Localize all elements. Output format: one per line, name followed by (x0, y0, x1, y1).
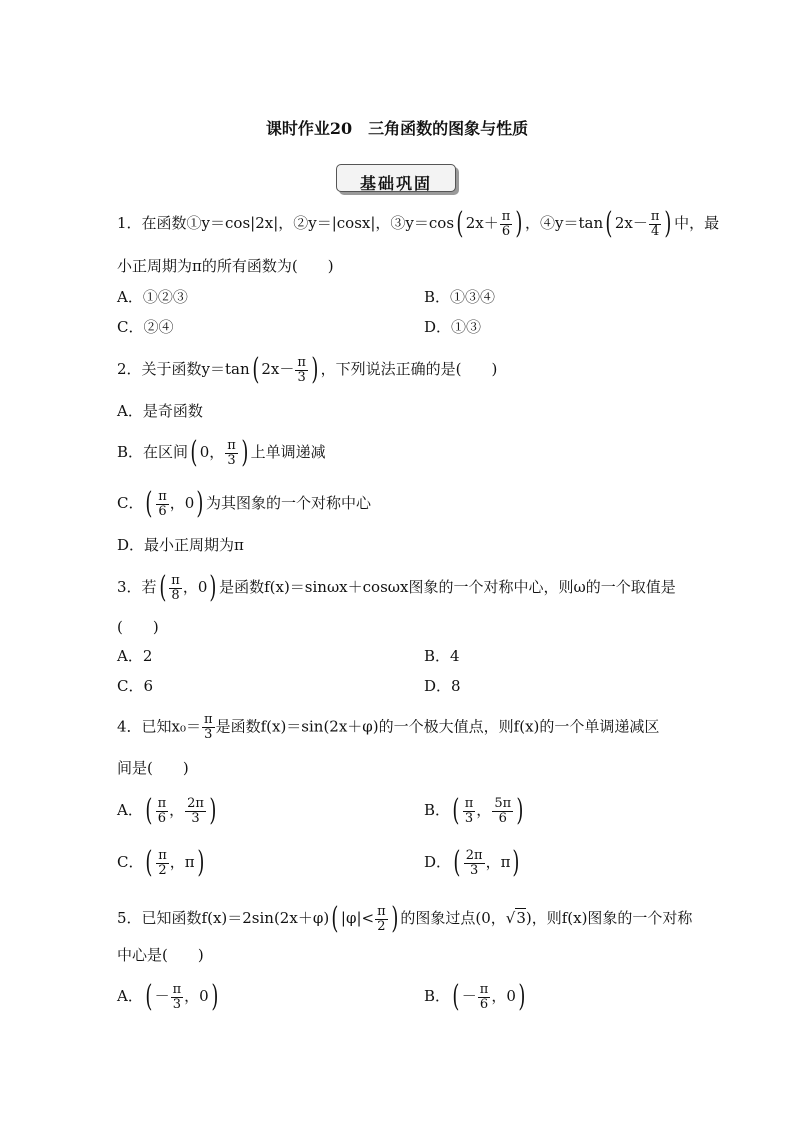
paren: ( (452, 793, 460, 828)
q4-option-c (117, 845, 206, 880)
section-badge-label: 基础巩固 (359, 174, 432, 193)
q4-stem-post: 是函数f(x)＝sin(2x＋φ)的一个极大值点，则f(x)的一个单调递减区 (215, 717, 660, 736)
denominator: 3 (202, 727, 215, 742)
fraction (169, 574, 182, 603)
paren: ) (211, 979, 219, 1014)
q3-stem-post: 是函数f(x)＝sinωx＋cosωx图象的一个对称中心，则ω的一个取值是 (219, 578, 676, 596)
denominator: 6 (478, 997, 491, 1012)
fraction (185, 797, 206, 826)
q1-option-d: D．①③ (424, 318, 482, 336)
option-prefix: D． (424, 853, 452, 871)
separator: ， (476, 801, 492, 819)
q5-option-a (117, 979, 220, 1014)
numerator: π (479, 981, 489, 997)
fraction (202, 713, 215, 742)
q1-stem-line2: 小正周期为π的所有函数为( ) (117, 257, 334, 275)
paren: ( (145, 845, 153, 880)
denominator: 6 (156, 811, 169, 826)
page-title: 课时作业20 三角函数的图象与性质 (265, 119, 529, 138)
section-badge (336, 164, 456, 192)
numerator: π (158, 847, 167, 863)
denominator: 3 (225, 453, 238, 468)
q5-stem-line2: 中心是( ) (117, 946, 204, 964)
q2-ob-post: 上单调递减 (250, 443, 326, 461)
paren: ( (145, 486, 153, 521)
option-tail: ，π (169, 853, 195, 871)
q3-option-b: B．4 (424, 647, 460, 665)
q1-option-a: A．①②③ (117, 288, 188, 306)
fraction (463, 797, 476, 826)
q5-stem-mid: 的图象过点(0， (400, 909, 506, 927)
denominator: 8 (169, 588, 182, 603)
denominator: 3 (464, 863, 485, 878)
paren: ) (209, 570, 217, 605)
paren: ( (158, 570, 166, 605)
fraction (156, 490, 169, 519)
numerator: π (297, 354, 306, 370)
fraction (500, 210, 513, 239)
q2-stem-a: 2．关于函数y＝tan (117, 360, 250, 378)
denominator: 3 (295, 370, 308, 385)
option-tail: ，0 (491, 987, 516, 1005)
denominator: 3 (171, 997, 184, 1012)
denominator: 3 (463, 811, 476, 826)
sqrt-value: 3 (516, 909, 526, 927)
paren: ) (209, 793, 217, 828)
paren: ) (518, 979, 526, 1014)
q4-option-d (424, 845, 522, 880)
q1-p1-pre: 2x＋ (465, 214, 499, 232)
option-prefix: A． (117, 987, 143, 1005)
q5-option-b (424, 979, 528, 1014)
numerator: π (172, 981, 182, 997)
q2-oc-post: 为其图象的一个对称中心 (206, 494, 372, 512)
q5-stem-pre: 5．已知函数f(x)＝2sin(2x＋φ) (117, 909, 330, 927)
q1-stem-line1 (117, 206, 720, 241)
q2-stem-b: ，下列说法正确的是( ) (320, 360, 498, 378)
fraction (492, 797, 513, 826)
q3-stem-pre: 3．若 (117, 578, 157, 596)
paren: ) (390, 901, 398, 936)
numerator: π (157, 795, 167, 811)
paren: ( (145, 793, 153, 828)
paren: ( (456, 206, 464, 241)
q1-stem-c: 中，最 (674, 214, 720, 232)
minus-sign: － (461, 987, 477, 1005)
q3-stem (117, 570, 676, 605)
denominator: 2 (375, 919, 388, 934)
denominator: 6 (156, 504, 169, 519)
numerator: π (377, 903, 386, 919)
q3-option-c: C．6 (117, 677, 154, 695)
q2-option-a: A．是奇函数 (117, 402, 203, 420)
numerator: π (158, 488, 167, 504)
fraction (225, 439, 238, 468)
paren: ) (241, 435, 249, 470)
q1-p2-pre: 2x－ (614, 214, 648, 232)
numerator: 5π (494, 795, 512, 811)
paren: ( (452, 979, 460, 1014)
q4-stem-pre: 4．已知x₀＝ (117, 717, 202, 736)
option-prefix: B． (424, 801, 451, 819)
paren: ( (453, 845, 461, 880)
separator: ， (169, 801, 185, 819)
q4-stem (117, 713, 659, 742)
q1-option-c: C．②④ (117, 318, 174, 336)
numerator: π (227, 437, 236, 453)
numerator: π (204, 712, 213, 727)
q2-ob-pre: B．在区间 (117, 443, 189, 461)
option-prefix: A． (117, 801, 143, 819)
q1-option-b: B．①③④ (424, 288, 496, 306)
paren: ) (516, 793, 524, 828)
paren: ) (664, 206, 672, 241)
minus-sign: － (154, 987, 170, 1005)
q3-option-a: A．2 (117, 647, 153, 665)
fraction (156, 849, 169, 878)
numerator: π (171, 572, 180, 588)
numerator: 2π (187, 795, 204, 811)
denominator: 6 (500, 224, 513, 239)
option-tail: ，0 (184, 987, 209, 1005)
q2-option-b (117, 435, 326, 470)
paren: ( (252, 352, 260, 387)
option-tail: ，π (485, 853, 511, 871)
q5-condition: |φ|< (340, 909, 375, 927)
q5-stem-post: )，则f(x)图象的一个对称 (525, 909, 693, 927)
q4-stem-line2: 间是( ) (117, 759, 189, 777)
fraction (156, 797, 169, 826)
q3-f-in: ，0 (182, 578, 208, 596)
q2-option-c (117, 486, 372, 521)
fraction (171, 983, 184, 1012)
q5-stem (117, 901, 693, 936)
fraction (478, 983, 491, 1012)
q4-option-a (117, 793, 219, 828)
paren: ) (515, 206, 523, 241)
numerator: π (650, 208, 660, 224)
q1-stem-b: ，④y＝tan (525, 214, 604, 232)
paren: ( (145, 979, 153, 1014)
q2-option-d: D．最小正周期为π (117, 536, 244, 554)
paren: ) (311, 352, 319, 387)
paren: ) (196, 486, 204, 521)
fraction (464, 849, 485, 878)
q1-stem-a: 1．在函数①y＝cos|2x|，②y＝|cosx|，③y＝cos (117, 214, 455, 232)
paren: ) (512, 845, 520, 880)
denominator: 4 (649, 224, 662, 239)
q4-option-b (424, 793, 526, 828)
q2-p-pre: 2x－ (261, 360, 295, 378)
denominator: 2 (156, 863, 169, 878)
q2-oc-in: ，0 (169, 494, 195, 512)
paren: ( (190, 435, 198, 470)
sqrt-icon: √ (505, 909, 516, 927)
q3-option-d: D．8 (424, 677, 461, 695)
option-prefix: C． (117, 853, 144, 871)
paren: ) (196, 845, 204, 880)
numerator: 2π (465, 847, 483, 863)
q2-stem (117, 352, 498, 387)
denominator: 6 (492, 811, 513, 826)
paren: ( (331, 901, 339, 936)
fraction (295, 356, 308, 385)
q2-oc-pre: C． (117, 494, 144, 512)
fraction (375, 905, 388, 934)
numerator: π (501, 208, 511, 224)
option-prefix: B． (424, 987, 451, 1005)
q3-stem-line2: ( ) (117, 618, 159, 636)
paren: ( (605, 206, 613, 241)
numerator: π (464, 795, 474, 811)
denominator: 3 (185, 811, 206, 826)
fraction (649, 210, 662, 239)
q2-ob-in: 0， (199, 443, 225, 461)
